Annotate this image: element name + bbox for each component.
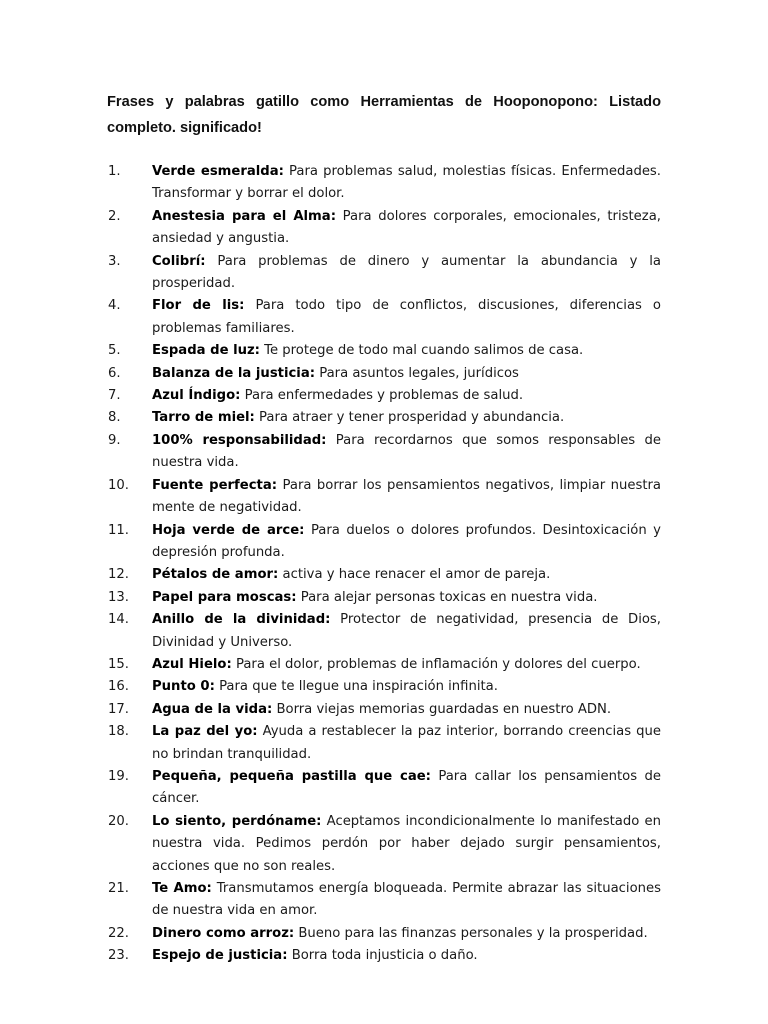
item-description: Para atraer y tener prosperidad y abundancia.: [259, 410, 565, 426]
list-item: [108, 766, 661, 811]
item-description: Para duelos o dolores profundos. Desintoxicación y depresión profunda.: [152, 522, 661, 560]
item-term: Anestesia para el Alma:: [152, 208, 336, 224]
list-item: [108, 654, 661, 676]
item-term: La paz del yo:: [152, 724, 258, 740]
item-description: Para recordarnos que somos responsables de nuestra vida.: [152, 432, 661, 471]
list-item: [108, 609, 661, 654]
item-term: Balanza de la justicia:: [152, 365, 316, 381]
item-description: Para dolores corporales, emocionales, tristeza, ansiedad y angustia.: [152, 208, 661, 247]
item-term: Flor de lis:: [152, 298, 245, 314]
item-number: 22.: [108, 925, 129, 941]
item-term: Te Amo:: [152, 881, 212, 896]
item-description: Protector de negatividad, presencia de Dios, Divinidad y Universo.: [152, 612, 661, 650]
item-term: Verde esmeralda:: [152, 164, 284, 179]
item-description: Para alejar personas toxicas en nuestra vida.: [300, 589, 598, 605]
list-item: [108, 161, 661, 206]
item-number: 16.: [108, 679, 129, 695]
item-number: 20.: [108, 813, 129, 829]
list-item: [108, 340, 661, 362]
item-number: 2.: [108, 208, 121, 224]
item-term: Lo siento, perdóname:: [152, 813, 322, 829]
item-term: Pequeña, pequeña pastilla que cae:: [152, 768, 431, 784]
item-term: Fuente perfecta:: [152, 477, 278, 493]
item-term: Papel para moscas:: [152, 589, 297, 605]
item-description: Para el dolor, problemas de inflamación y dolores del cuerpo.: [235, 656, 641, 672]
item-description: Para que te llegue una inspiración infinita.: [219, 679, 498, 695]
item-number: 4.: [108, 298, 121, 314]
item-description: Aceptamos incondicionalmente lo manifestado en nuestra vida. Pedimos perdón por haber dejado surgir pensamientos, acciones que no son reales.: [152, 813, 661, 874]
item-term: Punto 0:: [152, 679, 215, 695]
item-description: Transmutamos energía bloqueada. Permite abrazar las situaciones de nuestra vida en amor.: [152, 881, 661, 919]
list-item: [108, 430, 661, 475]
item-number: 3.: [108, 253, 121, 269]
item-number: 7.: [108, 388, 121, 404]
item-description: Para borrar los pensamientos negativos, limpiar nuestra mente de negatividad.: [152, 477, 662, 516]
document-title: Frases y palabras gatillo como Herramientas de Hooponopono: Listado completo. significado!: [107, 94, 661, 136]
list-item: [108, 721, 661, 766]
item-description: Para enfermedades y problemas de salud.: [244, 388, 524, 404]
list-item: [108, 475, 662, 520]
item-number: 5.: [108, 343, 121, 359]
item-number: 15.: [108, 656, 129, 672]
item-description: Para problemas salud, molestias físicas. Enfermedades. Transformar y borrar el dolor.: [152, 164, 661, 202]
list-item: [108, 587, 661, 609]
item-number: 13.: [108, 589, 129, 605]
list-item: [108, 407, 661, 429]
list-item: [108, 945, 661, 967]
item-description: Para callar los pensamientos de cáncer.: [152, 768, 661, 807]
item-description: activa y hace renacer el amor de pareja.: [282, 567, 551, 583]
item-term: Azul Índigo:: [152, 388, 241, 404]
item-term: Dinero como arroz:: [152, 925, 295, 941]
item-term: 100% responsabilidad:: [152, 432, 327, 448]
item-number: 1.: [108, 164, 121, 179]
list-item: [108, 251, 661, 296]
item-description: Para asuntos legales, jurídicos: [319, 365, 519, 381]
item-number: 11.: [108, 522, 129, 538]
item-number: 8.: [108, 410, 121, 426]
item-term: Pétalos de amor:: [152, 567, 279, 583]
item-term: Colibrí:: [152, 253, 206, 269]
list-item: [108, 811, 661, 878]
item-description: Para todo tipo de conflictos, discusiones, diferencias o problemas familiares.: [152, 298, 661, 336]
item-term: Espada de luz:: [152, 343, 260, 359]
item-number: 23.: [108, 948, 129, 964]
item-number: 19.: [108, 768, 129, 784]
list-item: [108, 699, 661, 721]
list-item: [108, 923, 661, 945]
item-description: Borra toda injusticia o daño.: [291, 948, 478, 964]
item-number: 18.: [108, 724, 129, 740]
item-term: Hoja verde de arce:: [152, 522, 305, 538]
item-term: Agua de la vida:: [152, 701, 273, 717]
item-description: Ayuda a restablecer la paz interior, borrando creencias que no brindan tranquilidad.: [152, 724, 661, 762]
list-item: [108, 206, 661, 251]
item-term: Azul Hielo:: [152, 656, 232, 672]
item-description: Borra viejas memorias guardadas en nuestro ADN.: [276, 701, 612, 717]
item-term: Espejo de justicia:: [152, 948, 288, 964]
item-description: Bueno para las finanzas personales y la prosperidad.: [298, 925, 648, 941]
item-number: 9.: [108, 432, 121, 448]
item-number: 10.: [108, 477, 129, 493]
list-item: [108, 676, 661, 698]
list-item: [108, 520, 661, 565]
list-item: [108, 878, 661, 923]
item-number: 14.: [108, 612, 129, 628]
list-item: [108, 295, 661, 340]
item-description: Te protege de todo mal cuando salimos de casa.: [264, 343, 584, 359]
item-number: 17.: [108, 701, 129, 717]
item-term: Tarro de miel:: [152, 410, 255, 426]
item-description: Para problemas de dinero y aumentar la abundancia y la prosperidad.: [152, 253, 661, 292]
item-number: 21.: [108, 881, 129, 896]
item-number: 12.: [108, 567, 129, 583]
item-term: Anillo de la divinidad:: [152, 612, 331, 628]
item-number: 6.: [108, 365, 121, 381]
numbered-list: [108, 161, 662, 968]
list-item: [108, 385, 661, 407]
list-item: [108, 363, 661, 385]
list-item: [108, 564, 661, 586]
